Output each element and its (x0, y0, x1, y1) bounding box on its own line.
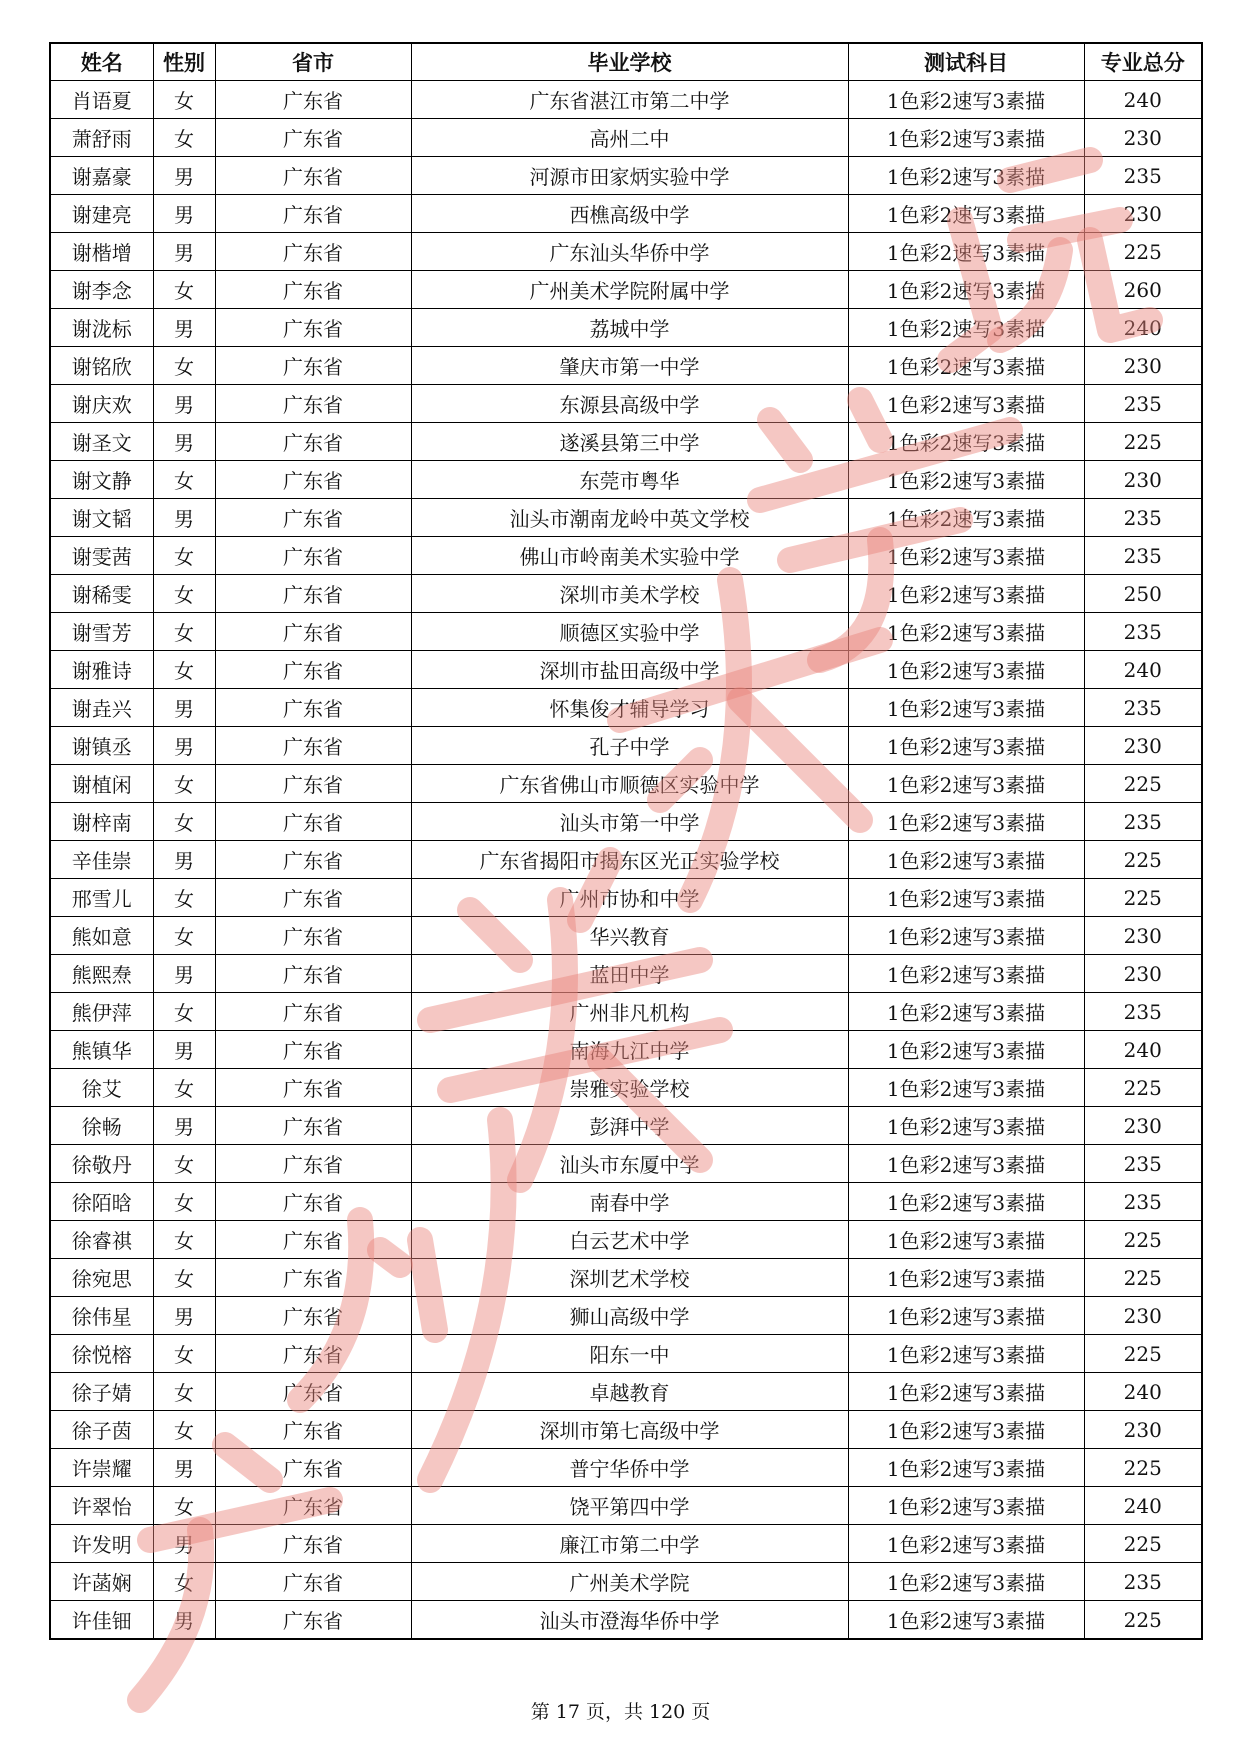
cell-total-score: 230 (1084, 955, 1202, 993)
cell-total-score: 230 (1084, 1411, 1202, 1449)
table-row (50, 803, 1202, 841)
cell-gender: 女 (153, 1069, 215, 1107)
cell-province: 广东省 (215, 157, 411, 195)
cell-school: 肇庆市第一中学 (411, 347, 848, 385)
cell-school: 广东汕头华侨中学 (411, 233, 848, 271)
cell-province: 广东省 (215, 233, 411, 271)
cell-total-score: 230 (1084, 1107, 1202, 1145)
cell-subjects: 1色彩2速写3素描 (848, 1601, 1084, 1640)
cell-total-score: 235 (1084, 803, 1202, 841)
cell-name: 谢楷增 (50, 233, 153, 271)
cell-total-score: 225 (1084, 765, 1202, 803)
cell-subjects: 1色彩2速写3素描 (848, 81, 1084, 119)
cell-school: 深圳市美术学校 (411, 575, 848, 613)
table-row (50, 385, 1202, 423)
cell-province: 广东省 (215, 993, 411, 1031)
cell-gender: 男 (153, 157, 215, 195)
cell-gender: 女 (153, 917, 215, 955)
cell-subjects: 1色彩2速写3素描 (848, 1487, 1084, 1525)
cell-gender: 女 (153, 575, 215, 613)
cell-province: 广东省 (215, 1373, 411, 1411)
page-footer: 第 17 页，共 120 页 (530, 1701, 711, 1723)
table-row (50, 993, 1202, 1031)
table-row (50, 1259, 1202, 1297)
cell-name: 谢圣文 (50, 423, 153, 461)
cell-total-score: 225 (1084, 1221, 1202, 1259)
table-row (50, 1297, 1202, 1335)
cell-school: 广东省佛山市顺德区实验中学 (411, 765, 848, 803)
cell-province: 广东省 (215, 385, 411, 423)
cell-province: 广东省 (215, 917, 411, 955)
cell-subjects: 1色彩2速写3素描 (848, 347, 1084, 385)
cell-subjects: 1色彩2速写3素描 (848, 1297, 1084, 1335)
cell-school: 广东省揭阳市揭东区光正实验学校 (411, 841, 848, 879)
cell-subjects: 1色彩2速写3素描 (848, 423, 1084, 461)
cell-gender: 女 (153, 537, 215, 575)
cell-province: 广东省 (215, 271, 411, 309)
cell-subjects: 1色彩2速写3素描 (848, 765, 1084, 803)
cell-subjects: 1色彩2速写3素描 (848, 157, 1084, 195)
cell-school: 顺德区实验中学 (411, 613, 848, 651)
cell-school: 廉江市第二中学 (411, 1525, 848, 1563)
cell-name: 徐悦榕 (50, 1335, 153, 1373)
cell-total-score: 235 (1084, 385, 1202, 423)
cell-province: 广东省 (215, 1525, 411, 1563)
cell-province: 广东省 (215, 1297, 411, 1335)
cell-gender: 男 (153, 385, 215, 423)
table-row (50, 651, 1202, 689)
cell-total-score: 235 (1084, 1183, 1202, 1221)
cell-name: 徐敬丹 (50, 1145, 153, 1183)
cell-name: 徐宛思 (50, 1259, 153, 1297)
cell-total-score: 225 (1084, 1601, 1202, 1640)
cell-province: 广东省 (215, 347, 411, 385)
cell-gender: 男 (153, 423, 215, 461)
cell-province: 广东省 (215, 613, 411, 651)
table-row (50, 1373, 1202, 1411)
cell-province: 广东省 (215, 1145, 411, 1183)
cell-school: 广东省湛江市第二中学 (411, 81, 848, 119)
cell-name: 谢梓南 (50, 803, 153, 841)
cell-gender: 女 (153, 1145, 215, 1183)
cell-name: 徐睿祺 (50, 1221, 153, 1259)
cell-name: 徐畅 (50, 1107, 153, 1145)
cell-name: 徐子婧 (50, 1373, 153, 1411)
cell-gender: 女 (153, 347, 215, 385)
cell-subjects: 1色彩2速写3素描 (848, 917, 1084, 955)
cell-name: 辛佳崇 (50, 841, 153, 879)
cell-subjects: 1色彩2速写3素描 (848, 385, 1084, 423)
cell-gender: 女 (153, 765, 215, 803)
cell-province: 广东省 (215, 1411, 411, 1449)
header-subjects: 测试科目 (848, 43, 1084, 81)
results-table (49, 42, 1203, 1640)
cell-province: 广东省 (215, 689, 411, 727)
cell-subjects: 1色彩2速写3素描 (848, 499, 1084, 537)
cell-subjects: 1色彩2速写3素描 (848, 727, 1084, 765)
table-row (50, 841, 1202, 879)
table-row (50, 575, 1202, 613)
cell-subjects: 1色彩2速写3素描 (848, 309, 1084, 347)
cell-subjects: 1色彩2速写3素描 (848, 841, 1084, 879)
cell-province: 广东省 (215, 765, 411, 803)
cell-total-score: 235 (1084, 1145, 1202, 1183)
cell-total-score: 260 (1084, 271, 1202, 309)
cell-province: 广东省 (215, 81, 411, 119)
cell-school: 广州非凡机构 (411, 993, 848, 1031)
cell-school: 南春中学 (411, 1183, 848, 1221)
cell-subjects: 1色彩2速写3素描 (848, 1525, 1084, 1563)
cell-gender: 女 (153, 1373, 215, 1411)
cell-name: 谢植闲 (50, 765, 153, 803)
cell-name: 许菡娴 (50, 1563, 153, 1601)
cell-gender: 女 (153, 1487, 215, 1525)
cell-school: 广州美术学院附属中学 (411, 271, 848, 309)
cell-name: 许发明 (50, 1525, 153, 1563)
cell-total-score: 235 (1084, 537, 1202, 575)
cell-province: 广东省 (215, 423, 411, 461)
cell-name: 谢雅诗 (50, 651, 153, 689)
cell-gender: 男 (153, 1297, 215, 1335)
cell-school: 河源市田家炳实验中学 (411, 157, 848, 195)
cell-name: 徐子茵 (50, 1411, 153, 1449)
table-row (50, 195, 1202, 233)
cell-school: 蓝田中学 (411, 955, 848, 993)
cell-gender: 男 (153, 841, 215, 879)
cell-gender: 女 (153, 119, 215, 157)
table-row (50, 1449, 1202, 1487)
cell-school: 白云艺术中学 (411, 1221, 848, 1259)
table-row (50, 1183, 1202, 1221)
cell-gender: 女 (153, 1183, 215, 1221)
cell-subjects: 1色彩2速写3素描 (848, 993, 1084, 1031)
cell-gender: 女 (153, 879, 215, 917)
cell-total-score: 225 (1084, 1069, 1202, 1107)
cell-name: 萧舒雨 (50, 119, 153, 157)
table-row (50, 1525, 1202, 1563)
cell-gender: 男 (153, 195, 215, 233)
cell-total-score: 230 (1084, 195, 1202, 233)
cell-province: 广东省 (215, 651, 411, 689)
cell-gender: 女 (153, 1259, 215, 1297)
table-row (50, 1145, 1202, 1183)
table-row (50, 689, 1202, 727)
table-row (50, 1601, 1202, 1640)
cell-total-score: 235 (1084, 157, 1202, 195)
cell-name: 肖语夏 (50, 81, 153, 119)
cell-total-score: 235 (1084, 1563, 1202, 1601)
cell-name: 徐伟星 (50, 1297, 153, 1335)
cell-gender: 男 (153, 1525, 215, 1563)
cell-school: 卓越教育 (411, 1373, 848, 1411)
cell-school: 阳东一中 (411, 1335, 848, 1373)
table-row (50, 879, 1202, 917)
cell-gender: 男 (153, 727, 215, 765)
cell-total-score: 240 (1084, 1487, 1202, 1525)
cell-school: 汕头市潮南龙岭中英文学校 (411, 499, 848, 537)
cell-total-score: 235 (1084, 993, 1202, 1031)
cell-total-score: 235 (1084, 613, 1202, 651)
cell-gender: 女 (153, 81, 215, 119)
cell-name: 熊熙焘 (50, 955, 153, 993)
cell-name: 谢嘉豪 (50, 157, 153, 195)
table-row (50, 499, 1202, 537)
cell-province: 广东省 (215, 841, 411, 879)
cell-subjects: 1色彩2速写3素描 (848, 1563, 1084, 1601)
table-row (50, 1031, 1202, 1069)
cell-name: 谢雯茜 (50, 537, 153, 575)
cell-name: 谢铭欣 (50, 347, 153, 385)
cell-subjects: 1色彩2速写3素描 (848, 1031, 1084, 1069)
cell-province: 广东省 (215, 1183, 411, 1221)
cell-total-score: 230 (1084, 1297, 1202, 1335)
cell-province: 广东省 (215, 803, 411, 841)
cell-subjects: 1色彩2速写3素描 (848, 651, 1084, 689)
cell-name: 熊镇华 (50, 1031, 153, 1069)
cell-gender: 男 (153, 1031, 215, 1069)
cell-school: 普宁华侨中学 (411, 1449, 848, 1487)
cell-school: 南海九江中学 (411, 1031, 848, 1069)
cell-school: 汕头市澄海华侨中学 (411, 1601, 848, 1640)
cell-school: 狮山高级中学 (411, 1297, 848, 1335)
cell-school: 汕头市第一中学 (411, 803, 848, 841)
table-row (50, 1411, 1202, 1449)
table-row (50, 233, 1202, 271)
cell-province: 广东省 (215, 119, 411, 157)
cell-school: 遂溪县第三中学 (411, 423, 848, 461)
cell-province: 广东省 (215, 1487, 411, 1525)
header-total-score: 专业总分 (1084, 43, 1202, 81)
cell-total-score: 225 (1084, 423, 1202, 461)
cell-province: 广东省 (215, 727, 411, 765)
cell-school: 高州二中 (411, 119, 848, 157)
cell-province: 广东省 (215, 1563, 411, 1601)
cell-name: 徐陌晗 (50, 1183, 153, 1221)
cell-name: 许翠怡 (50, 1487, 153, 1525)
cell-subjects: 1色彩2速写3素描 (848, 233, 1084, 271)
cell-total-score: 230 (1084, 727, 1202, 765)
cell-total-score: 235 (1084, 499, 1202, 537)
cell-gender: 女 (153, 803, 215, 841)
table-row (50, 1069, 1202, 1107)
cell-subjects: 1色彩2速写3素描 (848, 1449, 1084, 1487)
header-gender: 性别 (153, 43, 215, 81)
cell-gender: 女 (153, 993, 215, 1031)
cell-subjects: 1色彩2速写3素描 (848, 1335, 1084, 1373)
cell-province: 广东省 (215, 1601, 411, 1640)
cell-gender: 女 (153, 461, 215, 499)
cell-name: 熊伊萍 (50, 993, 153, 1031)
cell-school: 深圳市第七高级中学 (411, 1411, 848, 1449)
table-row (50, 271, 1202, 309)
table-row (50, 613, 1202, 651)
cell-total-score: 225 (1084, 841, 1202, 879)
table-row (50, 1335, 1202, 1373)
cell-subjects: 1色彩2速写3素描 (848, 689, 1084, 727)
cell-school: 东莞市粤华 (411, 461, 848, 499)
cell-total-score: 235 (1084, 689, 1202, 727)
cell-total-score: 240 (1084, 1031, 1202, 1069)
cell-total-score: 225 (1084, 1335, 1202, 1373)
cell-gender: 男 (153, 1449, 215, 1487)
table-row (50, 157, 1202, 195)
table-row (50, 461, 1202, 499)
cell-province: 广东省 (215, 499, 411, 537)
cell-total-score: 240 (1084, 651, 1202, 689)
cell-province: 广东省 (215, 1031, 411, 1069)
cell-name: 徐艾 (50, 1069, 153, 1107)
cell-subjects: 1色彩2速写3素描 (848, 613, 1084, 651)
table-row (50, 119, 1202, 157)
cell-gender: 女 (153, 1221, 215, 1259)
table-row (50, 81, 1202, 119)
table-row (50, 917, 1202, 955)
cell-subjects: 1色彩2速写3素描 (848, 1145, 1084, 1183)
cell-total-score: 230 (1084, 119, 1202, 157)
cell-subjects: 1色彩2速写3素描 (848, 1411, 1084, 1449)
cell-subjects: 1色彩2速写3素描 (848, 575, 1084, 613)
cell-total-score: 240 (1084, 1373, 1202, 1411)
cell-province: 广东省 (215, 309, 411, 347)
cell-subjects: 1色彩2速写3素描 (848, 1069, 1084, 1107)
cell-gender: 女 (153, 651, 215, 689)
cell-total-score: 225 (1084, 879, 1202, 917)
cell-name: 谢文韬 (50, 499, 153, 537)
table-row (50, 1487, 1202, 1525)
cell-province: 广东省 (215, 537, 411, 575)
cell-total-score: 225 (1084, 233, 1202, 271)
cell-school: 东源县高级中学 (411, 385, 848, 423)
cell-total-score: 250 (1084, 575, 1202, 613)
cell-total-score: 240 (1084, 309, 1202, 347)
cell-total-score: 230 (1084, 917, 1202, 955)
cell-name: 谢稀雯 (50, 575, 153, 613)
cell-gender: 男 (153, 1601, 215, 1640)
cell-school: 饶平第四中学 (411, 1487, 848, 1525)
cell-subjects: 1色彩2速写3素描 (848, 119, 1084, 157)
cell-gender: 男 (153, 233, 215, 271)
cell-school: 彭湃中学 (411, 1107, 848, 1145)
cell-school: 广州美术学院 (411, 1563, 848, 1601)
cell-school: 深圳市盐田高级中学 (411, 651, 848, 689)
cell-subjects: 1色彩2速写3素描 (848, 1259, 1084, 1297)
cell-subjects: 1色彩2速写3素描 (848, 1107, 1084, 1145)
cell-name: 谢庆欢 (50, 385, 153, 423)
cell-name: 谢雪芳 (50, 613, 153, 651)
cell-school: 汕头市东厦中学 (411, 1145, 848, 1183)
cell-subjects: 1色彩2速写3素描 (848, 461, 1084, 499)
cell-name: 谢建亮 (50, 195, 153, 233)
cell-total-score: 225 (1084, 1525, 1202, 1563)
cell-school: 华兴教育 (411, 917, 848, 955)
cell-subjects: 1色彩2速写3素描 (848, 537, 1084, 575)
cell-province: 广东省 (215, 955, 411, 993)
cell-province: 广东省 (215, 879, 411, 917)
cell-total-score: 225 (1084, 1449, 1202, 1487)
cell-gender: 女 (153, 1563, 215, 1601)
cell-school: 广州市协和中学 (411, 879, 848, 917)
cell-province: 广东省 (215, 1449, 411, 1487)
cell-province: 广东省 (215, 1335, 411, 1373)
table-row (50, 727, 1202, 765)
cell-subjects: 1色彩2速写3素描 (848, 1373, 1084, 1411)
cell-name: 谢垚兴 (50, 689, 153, 727)
cell-gender: 女 (153, 1335, 215, 1373)
cell-gender: 男 (153, 309, 215, 347)
cell-gender: 男 (153, 689, 215, 727)
cell-school: 佛山市岭南美术实验中学 (411, 537, 848, 575)
table-row (50, 537, 1202, 575)
cell-name: 谢文静 (50, 461, 153, 499)
table-row (50, 1221, 1202, 1259)
cell-subjects: 1色彩2速写3素描 (848, 879, 1084, 917)
header-school: 毕业学校 (411, 43, 848, 81)
cell-gender: 女 (153, 1411, 215, 1449)
header-row (50, 43, 1202, 81)
table-row (50, 1107, 1202, 1145)
cell-province: 广东省 (215, 1259, 411, 1297)
cell-gender: 女 (153, 271, 215, 309)
cell-subjects: 1色彩2速写3素描 (848, 195, 1084, 233)
cell-gender: 男 (153, 499, 215, 537)
cell-name: 许佳钿 (50, 1601, 153, 1640)
table-row (50, 955, 1202, 993)
cell-total-score: 230 (1084, 347, 1202, 385)
cell-province: 广东省 (215, 1107, 411, 1145)
cell-subjects: 1色彩2速写3素描 (848, 803, 1084, 841)
cell-total-score: 230 (1084, 461, 1202, 499)
cell-province: 广东省 (215, 1221, 411, 1259)
cell-name: 谢李念 (50, 271, 153, 309)
cell-subjects: 1色彩2速写3素描 (848, 1221, 1084, 1259)
cell-gender: 男 (153, 955, 215, 993)
cell-school: 崇雅实验学校 (411, 1069, 848, 1107)
table-row (50, 347, 1202, 385)
cell-gender: 女 (153, 613, 215, 651)
cell-school: 深圳艺术学校 (411, 1259, 848, 1297)
cell-province: 广东省 (215, 195, 411, 233)
cell-name: 邢雪儿 (50, 879, 153, 917)
table-row (50, 309, 1202, 347)
cell-subjects: 1色彩2速写3素描 (848, 955, 1084, 993)
cell-name: 许崇耀 (50, 1449, 153, 1487)
table-row (50, 423, 1202, 461)
header-name: 姓名 (50, 43, 153, 81)
cell-subjects: 1色彩2速写3素描 (848, 271, 1084, 309)
cell-school: 孔子中学 (411, 727, 848, 765)
cell-gender: 男 (153, 1107, 215, 1145)
cell-province: 广东省 (215, 1069, 411, 1107)
cell-province: 广东省 (215, 575, 411, 613)
cell-province: 广东省 (215, 461, 411, 499)
cell-subjects: 1色彩2速写3素描 (848, 1183, 1084, 1221)
table-row (50, 765, 1202, 803)
cell-school: 怀集俊才辅导学习 (411, 689, 848, 727)
cell-school: 荔城中学 (411, 309, 848, 347)
cell-name: 熊如意 (50, 917, 153, 955)
cell-name: 谢泷标 (50, 309, 153, 347)
cell-name: 谢镇丞 (50, 727, 153, 765)
cell-total-score: 225 (1084, 1259, 1202, 1297)
cell-total-score: 240 (1084, 81, 1202, 119)
header-province: 省市 (215, 43, 411, 81)
table-row (50, 1563, 1202, 1601)
cell-school: 西樵高级中学 (411, 195, 848, 233)
